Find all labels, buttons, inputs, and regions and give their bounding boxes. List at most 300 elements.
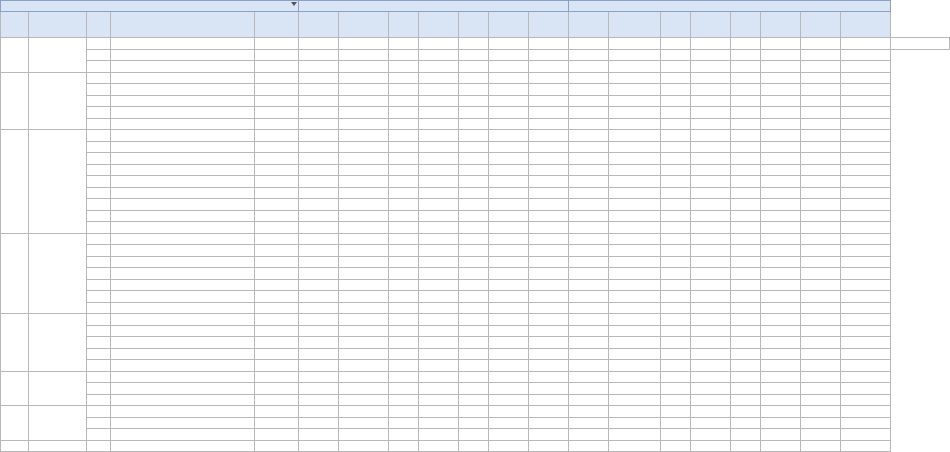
table-cell[interactable] (389, 222, 419, 234)
table-cell[interactable] (299, 199, 339, 211)
course-number[interactable] (1, 38, 29, 73)
table-cell[interactable] (529, 38, 569, 50)
table-cell[interactable] (801, 61, 841, 73)
table-cell[interactable] (841, 72, 891, 84)
table-cell[interactable] (459, 118, 489, 130)
table-cell[interactable] (299, 49, 339, 61)
table-cell[interactable] (691, 314, 731, 326)
table-cell[interactable] (299, 371, 339, 383)
module-name-cell[interactable] (111, 84, 255, 96)
table-cell[interactable] (459, 187, 489, 199)
table-cell[interactable] (801, 314, 841, 326)
scorm-link[interactable] (609, 187, 661, 199)
table-cell[interactable] (529, 222, 569, 234)
table-cell[interactable] (299, 429, 339, 441)
table-cell[interactable] (489, 360, 529, 372)
table-cell[interactable] (459, 394, 489, 406)
scorm-link[interactable] (609, 256, 661, 268)
table-cell[interactable] (529, 107, 569, 119)
table-cell[interactable] (489, 153, 529, 165)
table-cell[interactable] (841, 268, 891, 280)
table-cell[interactable] (299, 153, 339, 165)
google-doc-link[interactable] (339, 314, 389, 326)
table-cell[interactable] (459, 371, 489, 383)
table-cell[interactable] (419, 383, 459, 395)
table-cell[interactable] (529, 130, 569, 142)
table-cell[interactable] (569, 337, 609, 349)
table-cell[interactable] (691, 38, 731, 50)
table-cell[interactable] (841, 245, 891, 257)
table-cell[interactable] (489, 210, 529, 222)
table-cell[interactable] (87, 360, 111, 372)
module-name-cell[interactable] (111, 38, 255, 50)
table-cell[interactable] (389, 49, 419, 61)
table-cell[interactable] (569, 130, 609, 142)
google-doc-link[interactable] (339, 118, 389, 130)
table-cell[interactable] (529, 199, 569, 211)
table-cell[interactable] (389, 107, 419, 119)
table-cell[interactable] (761, 72, 801, 84)
module-name-cell[interactable] (111, 95, 255, 107)
table-cell[interactable] (661, 417, 691, 429)
table-cell[interactable] (801, 279, 841, 291)
table-cell[interactable] (419, 256, 459, 268)
table-cell[interactable] (489, 406, 529, 418)
table-cell[interactable] (801, 268, 841, 280)
table-cell[interactable] (389, 440, 419, 452)
table-cell[interactable] (459, 164, 489, 176)
table-cell[interactable] (761, 348, 801, 360)
table-cell[interactable] (691, 302, 731, 314)
table-cell[interactable] (801, 337, 841, 349)
table-cell[interactable] (569, 38, 609, 50)
module-name-cell[interactable] (111, 371, 255, 383)
table-cell[interactable] (419, 394, 459, 406)
module-name-cell[interactable] (111, 440, 255, 452)
scorm-link[interactable] (609, 141, 661, 153)
table-cell[interactable] (459, 61, 489, 73)
table-cell[interactable] (459, 176, 489, 188)
table-cell[interactable] (801, 130, 841, 142)
table-cell[interactable] (761, 417, 801, 429)
table-cell[interactable] (691, 222, 731, 234)
google-doc-link[interactable] (339, 164, 389, 176)
table-cell[interactable] (761, 406, 801, 418)
table-cell[interactable] (761, 130, 801, 142)
table-cell[interactable] (389, 95, 419, 107)
table-cell[interactable] (299, 233, 339, 245)
scorm-link[interactable] (609, 49, 661, 61)
table-cell[interactable] (691, 199, 731, 211)
table-cell[interactable] (489, 302, 529, 314)
google-doc-link[interactable] (339, 222, 389, 234)
table-cell[interactable] (419, 406, 459, 418)
table-cell[interactable] (489, 245, 529, 257)
scorm-link[interactable] (609, 371, 661, 383)
table-cell[interactable] (459, 325, 489, 337)
column-header[interactable] (801, 12, 841, 38)
table-cell[interactable] (801, 141, 841, 153)
table-cell[interactable] (489, 49, 529, 61)
table-cell[interactable] (761, 141, 801, 153)
table-cell[interactable] (731, 84, 761, 96)
google-doc-link[interactable] (339, 49, 389, 61)
table-cell[interactable] (661, 233, 691, 245)
scorm-link[interactable] (609, 118, 661, 130)
scorm-link[interactable] (609, 279, 661, 291)
table-cell[interactable] (87, 176, 111, 188)
table-cell[interactable] (569, 164, 609, 176)
scorm-link[interactable] (609, 153, 661, 165)
table-cell[interactable] (569, 233, 609, 245)
table-cell[interactable] (841, 187, 891, 199)
table-cell[interactable] (761, 360, 801, 372)
table-cell[interactable] (489, 371, 529, 383)
google-doc-link[interactable] (339, 141, 389, 153)
table-cell[interactable] (691, 61, 731, 73)
table-cell[interactable] (299, 256, 339, 268)
table-cell[interactable] (87, 291, 111, 303)
table-cell[interactable] (87, 337, 111, 349)
google-doc-link[interactable] (339, 187, 389, 199)
table-cell[interactable] (489, 291, 529, 303)
table-cell[interactable] (661, 406, 691, 418)
column-header[interactable] (569, 12, 609, 38)
table-cell[interactable] (731, 348, 761, 360)
table-cell[interactable] (389, 38, 419, 50)
table-cell[interactable] (419, 187, 459, 199)
table-cell[interactable] (801, 210, 841, 222)
table-cell[interactable] (255, 371, 299, 383)
table-cell[interactable] (299, 210, 339, 222)
table-cell[interactable] (569, 49, 609, 61)
table-cell[interactable] (761, 164, 801, 176)
table-cell[interactable] (801, 233, 841, 245)
course-name[interactable] (29, 440, 87, 452)
table-cell[interactable] (761, 268, 801, 280)
scorm-link[interactable] (609, 199, 661, 211)
table-cell[interactable] (459, 153, 489, 165)
table-cell[interactable] (569, 394, 609, 406)
table-cell[interactable] (255, 199, 299, 211)
table-cell[interactable] (419, 130, 459, 142)
table-cell[interactable] (459, 141, 489, 153)
table-cell[interactable] (529, 279, 569, 291)
module-name-cell[interactable] (111, 176, 255, 188)
table-cell[interactable] (389, 245, 419, 257)
table-cell[interactable] (255, 61, 299, 73)
table-cell[interactable] (255, 302, 299, 314)
table-cell[interactable] (255, 164, 299, 176)
group-content-review[interactable] (299, 1, 569, 12)
table-cell[interactable] (419, 417, 459, 429)
table-cell[interactable] (489, 440, 529, 452)
table-cell[interactable] (529, 371, 569, 383)
table-cell[interactable] (661, 360, 691, 372)
table-cell[interactable] (87, 164, 111, 176)
table-cell[interactable] (389, 429, 419, 441)
table-cell[interactable] (841, 107, 891, 119)
table-cell[interactable] (87, 429, 111, 441)
table-cell[interactable] (255, 210, 299, 222)
table-cell[interactable] (691, 95, 731, 107)
table-cell[interactable] (841, 383, 891, 395)
table-cell[interactable] (459, 233, 489, 245)
module-name-cell[interactable] (111, 314, 255, 326)
table-cell[interactable] (661, 440, 691, 452)
table-cell[interactable] (569, 325, 609, 337)
google-doc-link[interactable] (339, 95, 389, 107)
table-cell[interactable] (87, 222, 111, 234)
module-name-cell[interactable] (111, 72, 255, 84)
table-cell[interactable] (459, 130, 489, 142)
table-cell[interactable] (389, 199, 419, 211)
table-cell[interactable] (389, 383, 419, 395)
table-cell[interactable] (661, 38, 691, 50)
table-cell[interactable] (87, 187, 111, 199)
table-cell[interactable] (761, 279, 801, 291)
google-doc-link[interactable] (339, 337, 389, 349)
table-cell[interactable] (569, 95, 609, 107)
table-cell[interactable] (801, 406, 841, 418)
table-cell[interactable] (419, 210, 459, 222)
table-cell[interactable] (299, 291, 339, 303)
table-cell[interactable] (801, 394, 841, 406)
table-cell[interactable] (255, 337, 299, 349)
table-cell[interactable] (841, 325, 891, 337)
table-cell[interactable] (529, 440, 569, 452)
scorm-link[interactable] (609, 61, 661, 73)
table-cell[interactable] (389, 141, 419, 153)
module-name-cell[interactable] (111, 360, 255, 372)
table-cell[interactable] (489, 84, 529, 96)
table-cell[interactable] (389, 348, 419, 360)
table-cell[interactable] (691, 153, 731, 165)
table-cell[interactable] (841, 406, 891, 418)
table-cell[interactable] (255, 440, 299, 452)
table-cell[interactable] (255, 279, 299, 291)
table-cell[interactable] (87, 256, 111, 268)
table-cell[interactable] (529, 314, 569, 326)
table-cell[interactable] (489, 325, 529, 337)
table-cell[interactable] (459, 383, 489, 395)
table-cell[interactable] (459, 107, 489, 119)
table-cell[interactable] (529, 256, 569, 268)
table-cell[interactable] (691, 429, 731, 441)
table-cell[interactable] (841, 176, 891, 188)
table-cell[interactable] (661, 222, 691, 234)
google-doc-link[interactable] (339, 245, 389, 257)
table-cell[interactable] (255, 233, 299, 245)
module-name-cell[interactable] (111, 348, 255, 360)
table-cell[interactable] (529, 348, 569, 360)
table-cell[interactable] (801, 440, 841, 452)
table-cell[interactable] (489, 429, 529, 441)
table-cell[interactable] (569, 72, 609, 84)
table-cell[interactable] (419, 141, 459, 153)
table-cell[interactable] (661, 429, 691, 441)
table-cell[interactable] (87, 394, 111, 406)
table-cell[interactable] (389, 279, 419, 291)
table-cell[interactable] (841, 84, 891, 96)
table-cell[interactable] (569, 187, 609, 199)
table-cell[interactable] (731, 302, 761, 314)
table-cell[interactable] (691, 130, 731, 142)
table-cell[interactable] (661, 394, 691, 406)
column-header[interactable] (111, 12, 255, 38)
table-cell[interactable] (731, 176, 761, 188)
table-cell[interactable] (731, 325, 761, 337)
table-cell[interactable] (489, 107, 529, 119)
scorm-link[interactable] (609, 429, 661, 441)
table-cell[interactable] (419, 118, 459, 130)
table-cell[interactable] (389, 302, 419, 314)
table-cell[interactable] (87, 107, 111, 119)
google-doc-link[interactable] (339, 233, 389, 245)
table-cell[interactable] (459, 337, 489, 349)
table-cell[interactable] (801, 153, 841, 165)
table-cell[interactable] (691, 383, 731, 395)
table-cell[interactable] (691, 72, 731, 84)
module-name-cell[interactable] (111, 153, 255, 165)
table-cell[interactable] (841, 314, 891, 326)
table-cell[interactable] (731, 153, 761, 165)
table-cell[interactable] (459, 210, 489, 222)
scorm-link[interactable] (609, 95, 661, 107)
column-header[interactable] (841, 12, 891, 38)
table-cell[interactable] (529, 429, 569, 441)
table-cell[interactable] (255, 394, 299, 406)
table-cell[interactable] (529, 187, 569, 199)
google-doc-link[interactable] (339, 429, 389, 441)
table-cell[interactable] (529, 141, 569, 153)
table-cell[interactable] (841, 61, 891, 73)
table-cell[interactable] (419, 360, 459, 372)
scorm-link[interactable] (609, 222, 661, 234)
table-cell[interactable] (801, 95, 841, 107)
table-cell[interactable] (255, 222, 299, 234)
table-cell[interactable] (389, 406, 419, 418)
table-cell[interactable] (569, 84, 609, 96)
table-cell[interactable] (661, 210, 691, 222)
table-cell[interactable] (87, 141, 111, 153)
table-cell[interactable] (731, 406, 761, 418)
table-cell[interactable] (255, 38, 299, 50)
column-header[interactable] (489, 12, 529, 38)
scorm-link[interactable] (609, 233, 661, 245)
table-cell[interactable] (761, 199, 801, 211)
scorm-link[interactable] (609, 130, 661, 142)
table-cell[interactable] (841, 49, 891, 61)
table-cell[interactable] (801, 164, 841, 176)
table-cell[interactable] (529, 245, 569, 257)
table-cell[interactable] (731, 61, 761, 73)
table-cell[interactable] (661, 348, 691, 360)
table-cell[interactable] (691, 360, 731, 372)
table-cell[interactable] (255, 49, 299, 61)
table-cell[interactable] (255, 187, 299, 199)
module-name-cell[interactable] (111, 406, 255, 418)
table-cell[interactable] (87, 279, 111, 291)
table-cell[interactable] (569, 314, 609, 326)
table-cell[interactable] (801, 199, 841, 211)
table-cell[interactable] (419, 337, 459, 349)
table-cell[interactable] (841, 130, 891, 142)
table-cell[interactable] (529, 118, 569, 130)
course-name[interactable] (29, 233, 87, 314)
table-cell[interactable] (419, 302, 459, 314)
table-cell[interactable] (841, 164, 891, 176)
table-cell[interactable] (419, 164, 459, 176)
table-cell[interactable] (255, 256, 299, 268)
table-cell[interactable] (569, 383, 609, 395)
table-cell[interactable] (761, 371, 801, 383)
table-cell[interactable] (489, 256, 529, 268)
table-cell[interactable] (731, 130, 761, 142)
table-cell[interactable] (529, 49, 569, 61)
scorm-link[interactable] (609, 72, 661, 84)
table-cell[interactable] (891, 38, 950, 50)
table-cell[interactable] (731, 233, 761, 245)
table-cell[interactable] (801, 38, 841, 50)
table-cell[interactable] (731, 417, 761, 429)
table-cell[interactable] (841, 210, 891, 222)
module-name-cell[interactable] (111, 429, 255, 441)
course-name[interactable] (29, 371, 87, 406)
column-header[interactable] (419, 12, 459, 38)
table-cell[interactable] (489, 176, 529, 188)
module-name-cell[interactable] (111, 256, 255, 268)
table-cell[interactable] (761, 383, 801, 395)
table-cell[interactable] (761, 49, 801, 61)
table-cell[interactable] (419, 61, 459, 73)
table-cell[interactable] (489, 314, 529, 326)
table-cell[interactable] (731, 118, 761, 130)
table-cell[interactable] (299, 302, 339, 314)
table-cell[interactable] (255, 72, 299, 84)
table-cell[interactable] (299, 440, 339, 452)
module-name-cell[interactable] (111, 141, 255, 153)
table-cell[interactable] (661, 187, 691, 199)
table-cell[interactable] (87, 417, 111, 429)
table-cell[interactable] (569, 417, 609, 429)
table-cell[interactable] (841, 417, 891, 429)
table-cell[interactable] (801, 348, 841, 360)
table-cell[interactable] (459, 256, 489, 268)
table-cell[interactable] (731, 72, 761, 84)
google-doc-link[interactable] (339, 256, 389, 268)
table-cell[interactable] (419, 291, 459, 303)
table-cell[interactable] (691, 233, 731, 245)
table-cell[interactable] (529, 268, 569, 280)
table-cell[interactable] (255, 348, 299, 360)
table-cell[interactable] (691, 268, 731, 280)
table-cell[interactable] (569, 279, 609, 291)
table-cell[interactable] (569, 406, 609, 418)
table-cell[interactable] (255, 118, 299, 130)
table-cell[interactable] (801, 118, 841, 130)
table-cell[interactable] (569, 291, 609, 303)
table-cell[interactable] (87, 72, 111, 84)
google-doc-link[interactable] (339, 153, 389, 165)
scorm-link[interactable] (609, 325, 661, 337)
table-cell[interactable] (841, 95, 891, 107)
table-cell[interactable] (299, 187, 339, 199)
table-cell[interactable] (731, 371, 761, 383)
table-cell[interactable] (489, 233, 529, 245)
table-cell[interactable] (529, 417, 569, 429)
table-cell[interactable] (661, 153, 691, 165)
